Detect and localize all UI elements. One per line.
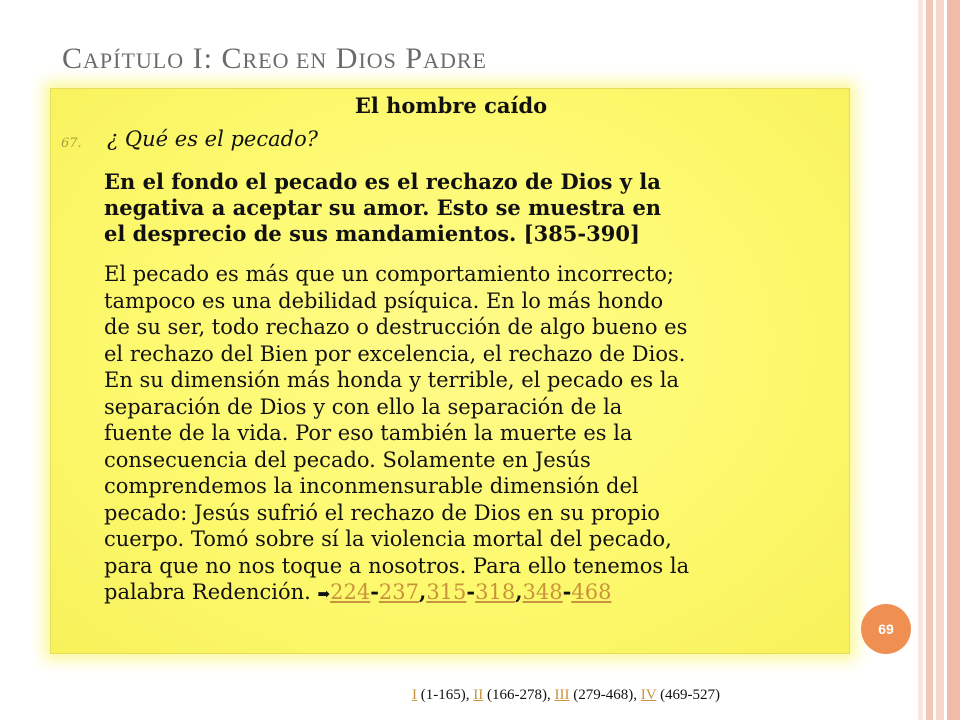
ref-separator: -: [370, 579, 379, 604]
title-part: CAPÍTULO: [62, 42, 185, 75]
ref-separator: -: [466, 579, 476, 604]
catechism-ref-link[interactable]: 237: [378, 580, 419, 604]
body-line: el rechazo del Bien por excelencia, el rechazo de Dios.: [104, 341, 686, 366]
body-line: separación de Dios y con ello la separación de la: [104, 394, 623, 419]
body-line: pecado: Jesús sufrió el rechazo de Dios en su propio: [104, 500, 660, 525]
body-line-last: [104, 579, 854, 608]
answer-line: En el fondo el pecado es el rechazo de Dios y la: [104, 169, 661, 194]
footer-navigation: [412, 687, 720, 704]
explanation-text: [104, 261, 854, 608]
body-line: tampoco es una debilidad psíquica. En lo más hondo: [104, 288, 664, 313]
body-line: consecuencia del pecado. Solamente en Jesús: [104, 447, 591, 472]
title-part: DIOS: [327, 42, 397, 75]
page-number-badge: 69: [861, 604, 911, 654]
part-range: (1-165),: [417, 687, 474, 703]
body-line: En su dimensión más honda y terrible, el pecado es la: [104, 368, 680, 392]
ref-separator: ,: [515, 579, 523, 604]
part-range: (279-468),: [569, 687, 641, 703]
body-line: de su ser, todo rechazo o destrucción de algo bueno es: [104, 315, 688, 339]
part-link-i[interactable]: I: [412, 687, 417, 703]
ref-separator: ,: [419, 579, 427, 604]
arrow-right-icon: ➡: [317, 585, 331, 603]
body-line: fuente de la vida. Por eso también la muerte es la: [104, 421, 633, 445]
content-box: [50, 88, 850, 654]
decorative-edge-stripe: [947, 0, 960, 720]
part-range: (166-278),: [483, 687, 555, 703]
body-line: cuerpo. Tomó sobre sí la violencia mortal del pecado,: [104, 527, 672, 551]
catechism-ref-link[interactable]: 468: [571, 580, 612, 604]
ref-separator: -: [562, 579, 572, 604]
question-number: 67.: [61, 136, 82, 151]
decorative-edge-stripe: [936, 0, 944, 720]
question-text: ¿ Qué es el pecado?: [107, 127, 318, 151]
body-line: comprendemos la inconmensurable dimensión del: [104, 474, 639, 498]
body-line: para que no nos toque a nosotros. Para ello tenemos la: [104, 553, 690, 578]
decorative-edge-stripe: [926, 0, 933, 720]
answer-text: [104, 169, 844, 247]
part-range: (469-527): [656, 687, 721, 703]
title-part: PADRE: [396, 42, 487, 75]
decorative-edge-stripe: [918, 0, 923, 720]
answer-line: negativa a aceptar su amor. Esto se muestra en: [104, 195, 662, 220]
last-line-prefix: palabra Redención.: [104, 580, 318, 604]
catechism-ref-link[interactable]: 315: [426, 580, 467, 604]
slide-title: [62, 42, 487, 76]
part-link-ii[interactable]: II: [473, 687, 484, 703]
body-line: El pecado es más que un comportamiento incorrecto;: [104, 262, 675, 286]
catechism-ref-link[interactable]: 318: [475, 580, 516, 604]
title-part: I: CREO EN: [184, 42, 328, 75]
section-heading: El hombre caído: [354, 93, 548, 118]
part-link-iii[interactable]: III: [554, 687, 570, 703]
catechism-ref-link[interactable]: 348: [522, 580, 563, 604]
catechism-ref-link[interactable]: 224: [330, 580, 371, 604]
answer-line: el desprecio de sus mandamientos. [385-390]: [104, 221, 640, 246]
part-link-iv[interactable]: IV: [640, 687, 657, 703]
